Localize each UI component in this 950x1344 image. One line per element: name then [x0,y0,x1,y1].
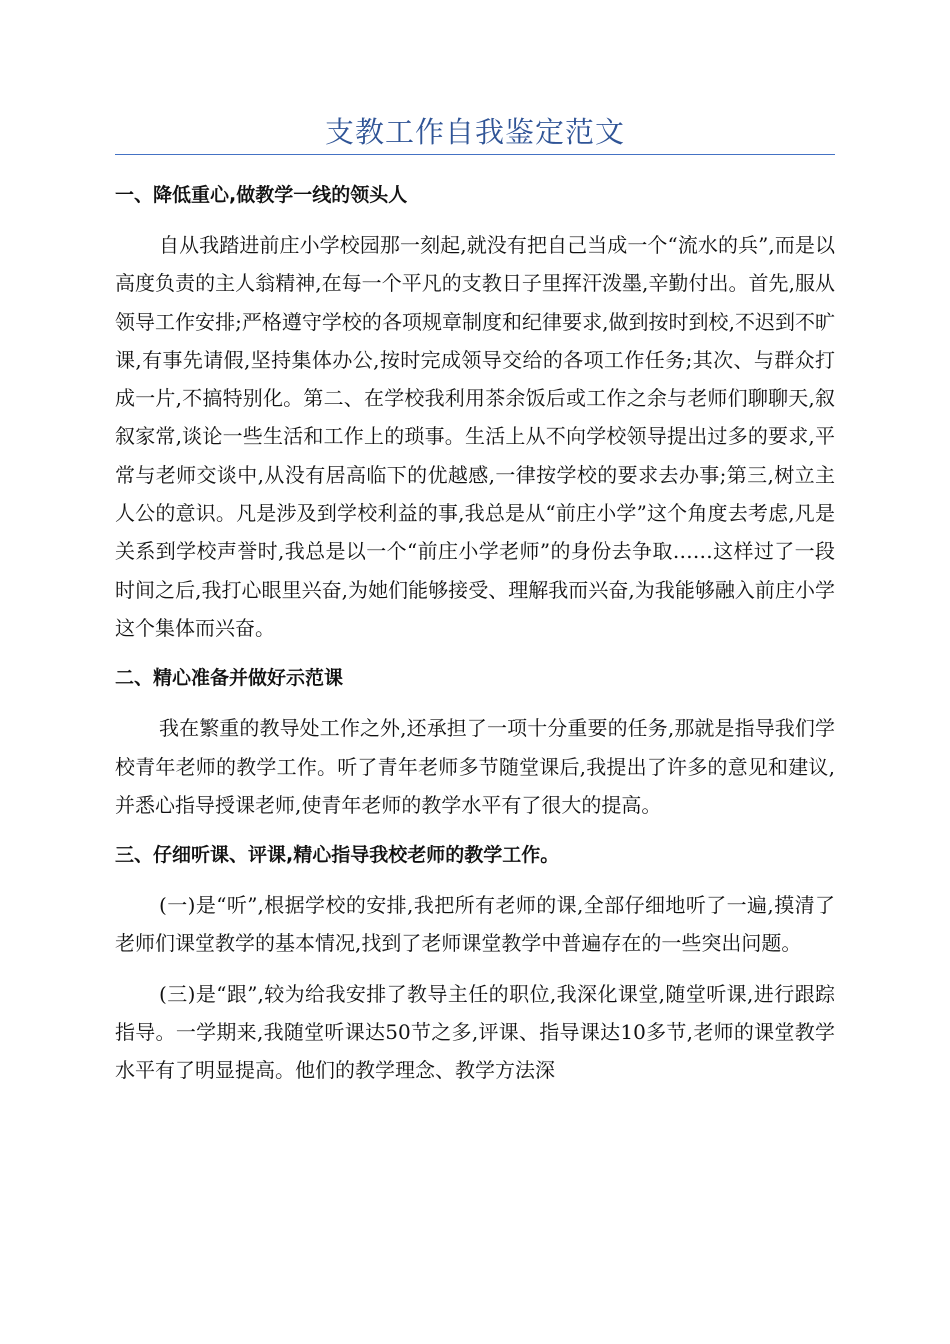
document-title: 支教工作自我鉴定范文 [324,115,625,149]
document-body [115,176,835,1102]
section-2 [115,659,835,824]
section-heading: 三、仔细听课、评课,精心指导我校老师的教学工作。 [115,844,560,867]
section-1 [115,176,835,647]
section-paragraph: 自从我踏进前庄小学校园那一刻起,就没有把自己当成一个“流水的兵”,而是以高度负责的主人翁精神,在每一个平凡的支教日子里挥汗泼墨,辛勤付出。首先,服从领导工作安排;严格遵守学校的各项规章制度和纪律要求,做到按时到校,不迟到不旷课,有事先请假,坚持集体办公,按时完成领导交给的各项工作任务;其次、与群众打成一片,不搞特别化。第二、在学校我利用茶余饭后或工作之余与老师们聊聊天,叙叙家常,谈论一些生活和工作上的琐事。生活上从不向学校领导提出过多的要求,平常与老师交谈中,从没有居高临下的优越感,一律按学校的要求去办事;第三,树立主人公的意识。凡是涉及到学校利益的事,我总是从“前庄小学”这个角度去考虑,凡是关系到学校声誉时,我总是以一个“前庄小学老师”的身份去争取……这样过了一段时间之后,我打心眼里兴奋,为她们能够接受、理解我而兴奋,为我能够融入前庄小学这个集体而兴奋。 [115,233,835,640]
section-heading: 二、精心准备并做好示范课 [115,667,344,690]
title-underline [115,154,835,155]
section-heading: 一、降低重心,做教学一线的领头人 [115,184,408,206]
section-paragraph: 我在繁重的教导处工作之外,还承担了一项十分重要的任务,那就是指导我们学校青年老师的教学工作。听了青年老师多节随堂课后,我提出了许多的意见和建议,并悉心指导授课老师,使青年老师的教学水平有了很大的提高。 [115,716,835,817]
section-paragraph: (一)是“听”,根据学校的安排,我把所有老师的课,全部仔细地听了一遍,摸清了老师们课堂教学的基本情况,找到了老师课堂教学中普遍存在的一些突出问题。 [115,893,835,956]
section-paragraph: (三)是“跟”,较为给我安排了教导主任的职位,我深化课堂,随堂听课,进行跟踪指导。一学期来,我随堂听课达50节之多,评课、指导课达10多节,老师的课堂教学水平有了明显提高。他们的教学理念、教学方法深 [115,981,835,1083]
section-3 [115,836,835,1089]
